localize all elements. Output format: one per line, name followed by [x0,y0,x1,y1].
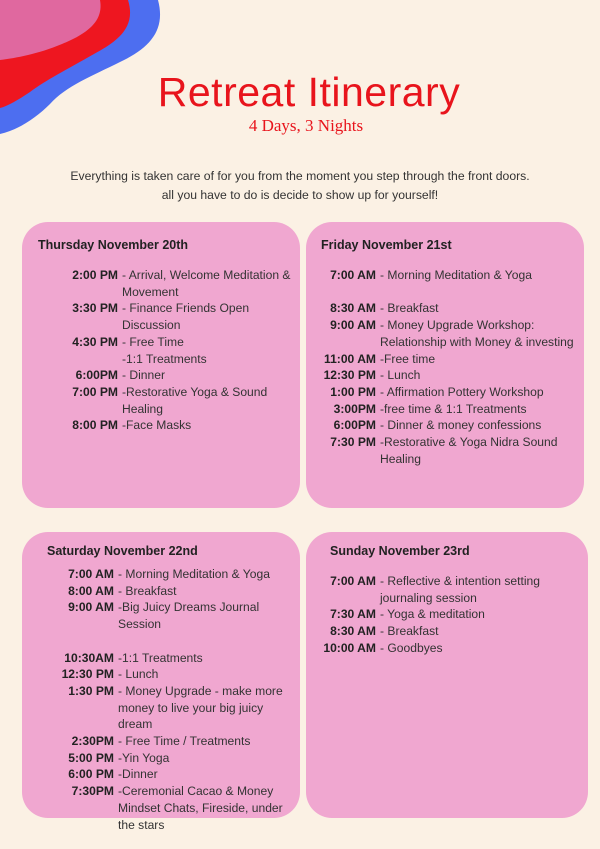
item-time: 3:30 PM [72,301,118,316]
item-time: 4:30 PM [72,334,118,349]
item-time: 7:00 AM [68,567,114,581]
schedule-item [40,566,296,583]
item-description: - Breakfast [380,624,439,639]
schedule-item [314,384,580,401]
schedule-item [314,367,580,384]
item-time: 7:30 PM [330,435,376,450]
item-time: 10:00 AM [323,640,376,655]
schedule-item [314,434,580,467]
item-time: 6:00PM [75,368,118,383]
item-time: 8:30 AM [330,624,376,639]
item-description: -Restorative Yoga & Sound Healing [122,384,268,416]
item-time: 6:00 PM [68,767,114,782]
item-time: 9:00 AM [330,318,376,333]
schedule-spacer [314,284,580,301]
item-time: 1:00 PM [330,384,376,399]
page-subtitle: 4 Days, 3 Nights [248,116,364,135]
item-time: 12:30 PM [323,368,376,383]
item-time: 12:30 PM [61,667,114,682]
item-description: - Dinner & money confessions [380,418,542,433]
item-description: - Goodbyes [380,640,443,655]
schedule-spacer [40,633,296,650]
schedule-item [314,417,580,434]
item-description: - Lunch [118,667,159,682]
item-description: -Free time [380,351,436,366]
schedule-item [36,417,294,434]
item-description: - Money Upgrade Workshop: Relationship with Money & investing [380,318,574,349]
item-time: 5:00 PM [68,750,114,765]
schedule-item [314,351,580,368]
schedule-list [314,267,580,467]
item-time: 7:30 AM [330,607,376,622]
schedule-item [40,599,296,632]
intro-line-2: all you have to do is decide to show up for yourself! [161,188,439,202]
item-description: - Lunch [380,368,421,383]
item-time: 7:00 AM [330,268,376,282]
schedule-item [40,683,296,733]
item-description: -free time & 1:1 Treatments [380,401,527,416]
item-time: 2:30PM [71,734,114,749]
intro-text [0,167,600,205]
item-description: - Money Upgrade - make more money to live your big juicy dream [118,683,283,732]
schedule-item [36,367,294,384]
intro-line-1: Everything is taken care of for you from the moment you step through the front doors. [70,169,530,183]
schedule-list [40,566,296,833]
item-description: -1:1 Treatments [118,650,203,665]
schedule-list [36,267,294,434]
schedule-item [314,267,580,284]
item-description: -Face Masks [122,418,192,433]
item-description: - Morning Meditation & Yoga [380,268,532,282]
schedule-item [310,623,580,640]
item-description: - Dinner [122,368,166,383]
item-description: -Big Juicy Dreams Journal Session [118,600,260,632]
item-description: - Morning Meditation & Yoga [118,567,270,581]
schedule-item [40,750,296,767]
day-card-thursday [22,222,300,508]
day-card-sunday [306,532,588,818]
day-card-saturday [22,532,300,832]
schedule-list [310,573,580,657]
schedule-item [40,766,296,783]
item-time: 8:30 AM [330,301,376,316]
item-description: -Restorative & Yoga Nidra Sound Healing [380,435,558,466]
item-time: 8:00 PM [72,418,118,433]
item-description: - Finance Friends Open Discussion [122,301,250,333]
schedule-item [36,334,294,351]
item-description: -Ceremonial Cacao & Money Mindset Chats, Fireside, under the stars [118,784,283,832]
page-header [0,68,600,136]
day-title: Friday November 21st [321,238,452,252]
schedule-item [40,650,296,667]
item-time: 7:00 PM [72,384,118,399]
schedule-item [36,351,294,368]
schedule-item [310,640,580,657]
item-time: 7:30PM [71,784,114,799]
item-time: 8:00 AM [68,583,114,598]
item-description: - Affirmation Pottery Workshop [380,384,544,399]
schedule-item [314,300,580,317]
schedule-item [40,783,296,833]
item-description: -1:1 Treatments [122,351,207,366]
item-description: - Free Time / Treatments [118,734,251,749]
page-title: Retreat Itinerary [157,69,461,115]
day-card-friday [306,222,584,508]
item-description: - Arrival, Welcome Meditation & Movement [122,268,291,299]
item-time: 9:00 AM [68,600,114,615]
item-description: - Yoga & meditation [380,607,485,622]
schedule-item [40,733,296,750]
schedule-item [314,401,580,418]
item-description: - Free Time [122,334,184,349]
item-time: 2:00 PM [72,268,118,282]
day-title: Thursday November 20th [38,238,189,252]
item-description: - Reflective & intention setting journaling session [380,574,540,605]
item-time: 3:00PM [333,401,376,416]
item-time: 7:00 AM [330,574,376,588]
schedule-item [36,300,294,333]
schedule-item [40,583,296,600]
item-description: -Yin Yoga [118,750,170,765]
day-title: Saturday November 22nd [47,544,198,558]
item-time: 1:30 PM [68,683,114,698]
schedule-item [36,384,294,417]
schedule-item [310,573,580,606]
day-title: Sunday November 23rd [330,544,470,558]
item-description: - Breakfast [380,301,439,316]
schedule-item [36,267,294,300]
item-time [36,351,122,368]
item-time: 10:30AM [64,650,114,665]
item-description: - Breakfast [118,583,177,598]
schedule-item [314,317,580,350]
item-description: -Dinner [118,767,158,782]
schedule-item [40,666,296,683]
item-time: 6:00PM [333,418,376,433]
item-time: 11:00 AM [324,351,376,366]
schedule-item [310,606,580,623]
